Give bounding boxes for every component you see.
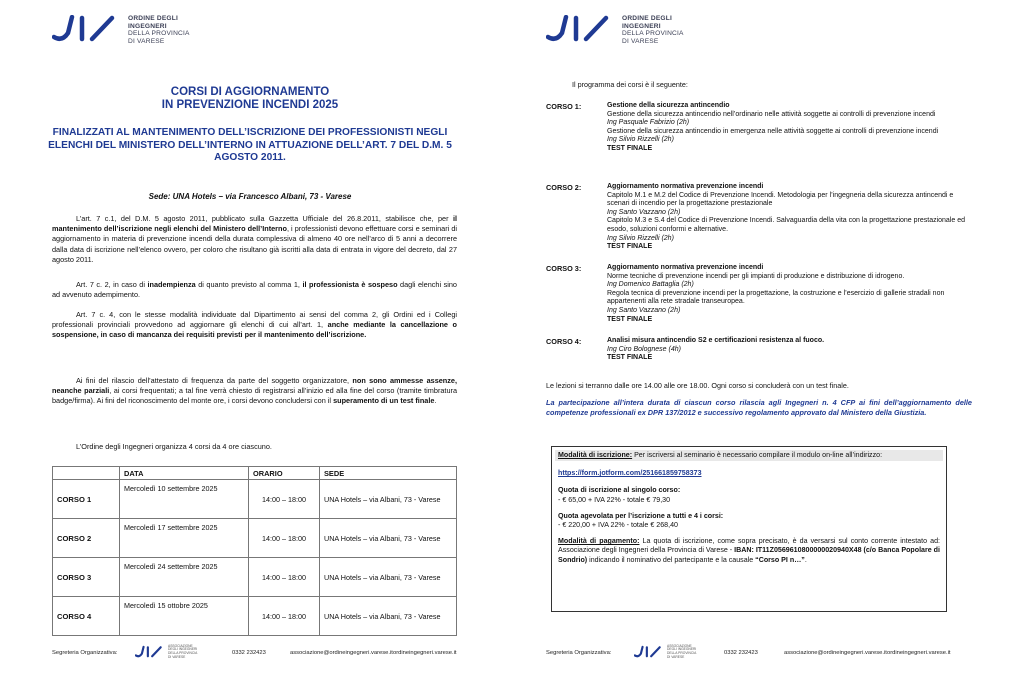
corso-2-speaker-2: Ing Silvio Rizzelli (2h) [607, 234, 674, 242]
corso-4-title: Analisi misura antincendio S2 e certificazioni resistenza al fuoco. [607, 337, 825, 344]
footer-phone: 0332 232423 [724, 650, 758, 656]
paragraph-art7-c1: L’art. 7 c.1, del D.M. 5 agosto 2011, pubblicato sulla Gazzetta Ufficiale del 26.8.2011, stabilisce che, per il mantenimento dell’iscrizione negli elenchi del Ministero dell’Interno, i professionisti devono effettuare corsi e seminari di aggiornamento in materia di prevenzione incendi della durata complessiva di almeno 40 ore nell’arco di 5 anni a decorrere dalla data di iscrizione nell’elenco ovvero, per coloro che risultano già iscritti alla data di entrata in vigore del decreto, dal 27 agosto 2011. [52, 214, 458, 264]
logo-line-1: ORDINE DEGLI [128, 15, 179, 22]
corso-1-label: CORSO 1: [546, 102, 582, 111]
programma-intro: Il programma dei corsi è il seguente: [572, 80, 688, 89]
corso-3-line-1: Norme tecniche di prevenzione incendi per gli impianti di produzione e distribuzione di idrogeno. [607, 272, 905, 280]
ordine-logo-icon [52, 15, 122, 43]
partecipazione-cfp: La partecipazione all’intera durata di ciascun corso rilascia agli Ingegneri n. 4 CFP ai fini dell’aggiornamento delle competenze professionali ex DPR 137/2012 e successivo regolamento approvato dal Ministero della Giustizia. [546, 398, 972, 417]
modalita-pagamento: Modalità di pagamento: La quota di iscrizione, come sopra precisato, è da versarsi sul conto corrente intestato ad: Associazione degli Ingegneri della Provincia di Varese - IBAN: IT11Z0569610800000020940X48 (c/o Banca Popolare di Sondrio) indicando il nominativo del partecipante e la causale “Corso PI n…”. [558, 537, 940, 564]
associazione-logo-icon [135, 644, 165, 660]
modalita-iscrizione: Modalità di iscrizione: Per iscriversi al seminario è necessario compilare il modulo on-line all’indirizzo: [555, 450, 943, 461]
ordine-logo [546, 15, 684, 45]
table-cell-sede: UNA Hotels – via Albani, 73 - Varese [320, 558, 457, 597]
footer-segreteria: Segreteria Organizzativa: [546, 650, 612, 656]
corso-2-speaker-1: Ing Santo Vazzano (2h) [607, 208, 681, 216]
table-cell-orario: 14:00 – 18:00 [249, 597, 320, 636]
paragraph-attestato: Ai fini del rilascio dell’attestato di frequenza da parte del soggetto organizzatore, non sono ammesse assenze, neanche parziali, ai corsi frequentati; a tal fine verrà chiesto di registrarsi all’inizio ed alla fine del corso (tramite timbratura badge/firma). Ai fini del riconoscimento del monte ore, i corsi devono concludersi con il superamento di un test finale. [52, 376, 458, 406]
corso-4-speaker-1: Ing Ciro Bolognese (4h) [607, 345, 681, 353]
corsi-table [52, 466, 457, 636]
table-cell-corso: CORSO 2 [53, 519, 120, 558]
corso-1-speaker-2: Ing Silvio Rizzelli (2h) [607, 136, 674, 144]
quota-agevolata-value: - € 220,00 + IVA 22% - totale € 268,40 [558, 521, 678, 530]
footer-website[interactable]: ordineingegneri.varese.it [393, 650, 457, 656]
footer-email[interactable]: associazione@ordineingegneri.varese.it [290, 650, 393, 656]
table-row [53, 597, 457, 636]
doc-subtitle-line-1: FINALIZZATI AL MANTENIMENTO DELL’ISCRIZIONE DEI PROFESSIONISTI NEGLI [52, 127, 448, 138]
logo-line-1: ORDINE DEGLI [622, 15, 673, 22]
table-header-empty [53, 467, 120, 480]
iscrizione-box [551, 446, 947, 612]
quota-singolo-value: - € 65,00 + IVA 22% - totale € 79,30 [558, 495, 671, 504]
corso-3-speaker-1: Ing Domenico Battaglia (2h) [607, 281, 694, 289]
paragraph-corsi-count: L’Ordine degli Ingegneri organizza 4 corsi da 4 ore ciascuno. [76, 442, 272, 451]
corso-2-line-1: Capitolo M.1 e M.2 del Codice di Prevenzione Incendi. Metodologia per l’ingegneria della sicurezza antincendi e scenari di incendio per la progettazione prestazionale [607, 191, 954, 208]
corso-2-title: Aggiornamento normativa prevenzione incendi [607, 183, 764, 190]
corso-3-block [607, 264, 972, 324]
corso-4-test: TEST FINALE [607, 354, 653, 362]
logo-line-4: DI VARESE [622, 37, 659, 45]
iscrizione-link[interactable]: https://form.jotform.com/251661859758373 [558, 469, 702, 478]
corso-1-line-1: Gestione della sicurezza antincendio nell’ordinario nelle attività soggette ai controlli di prevenzione incendi [607, 110, 936, 118]
corso-1-test: TEST FINALE [607, 144, 653, 152]
corso-1-block [607, 102, 972, 154]
page-gutter [500, 0, 524, 698]
doc-title-1: CORSI DI AGGIORNAMENTO [170, 86, 330, 98]
doc-subtitle-line-3: AGOSTO 2011. [214, 152, 286, 163]
document-page-1 [0, 0, 500, 698]
table-header-data: DATA [120, 467, 249, 480]
table-row [53, 519, 457, 558]
corso-1-line-2: Gestione della sicurezza antincendio in emergenza nelle attività soggette ai controlli di prevenzione incendi [607, 127, 939, 135]
ordine-logo-icon [546, 15, 616, 43]
ordine-logo [52, 15, 190, 45]
corso-1-title: Gestione della sicurezza antincendio [607, 102, 730, 109]
table-cell-corso: CORSO 3 [53, 558, 120, 597]
table-cell-data: Mercoledì 15 ottobre 2025 [120, 597, 249, 636]
table-header-orario: ORARIO [249, 467, 320, 480]
footer-website[interactable]: ordineingegneri.varese.it [887, 650, 951, 656]
table-header-row [53, 467, 457, 480]
associazione-logo-text: ASSOCIAZIONE DEGLI INGEGNERI DELLA PROVINCIA DI VARESE [667, 643, 697, 659]
corso-4-label: CORSO 4: [546, 337, 582, 346]
corso-2-test: TEST FINALE [607, 243, 653, 251]
footer-segreteria: Segreteria Organizzativa: [52, 650, 118, 656]
table-cell-sede: UNA Hotels – via Albani, 73 - Varese [320, 519, 457, 558]
footer-email[interactable]: associazione@ordineingegneri.varese.it [784, 650, 887, 656]
table-cell-corso: CORSO 4 [53, 597, 120, 636]
logo-line-2: INGEGNERI [128, 22, 167, 30]
ordine-logo-text [622, 15, 684, 45]
table-cell-orario: 14:00 – 18:00 [249, 558, 320, 597]
table-cell-orario: 14:00 – 18:00 [249, 480, 320, 519]
table-cell-corso: CORSO 1 [53, 480, 120, 519]
corso-3-label: CORSO 3: [546, 264, 582, 273]
logo-line-2: INGEGNERI [622, 22, 661, 30]
document-page-2 [524, 0, 1024, 698]
table-row [53, 558, 457, 597]
corso-2-block [607, 183, 972, 252]
doc-title-2: IN PREVENZIONE INCENDI 2025 [161, 99, 339, 111]
table-cell-sede: UNA Hotels – via Albani, 73 - Varese [320, 597, 457, 636]
footer-phone: 0332 232423 [232, 650, 266, 656]
doc-subtitle-line-2: ELENCHI DEL MINISTERO DELL’INTERNO IN ATTUAZIONE DELL’ART. 7 DEL D.M. 5 [48, 139, 452, 151]
logo-line-3: DELLA PROVINCIA [128, 30, 190, 38]
paragraph-art7-c4: Art. 7 c. 4, con le stesse modalità individuate dal Dipartimento ai sensi del comma 2, gli Ordini ed i Collegi professionali provinciali provvedono ad aggiornare gli elenchi di cui all’art. 1, anche mediante la cancellazione o sospensione, in caso di mancanza dei requisiti previsti per il mantenimento dell’iscrizione. [52, 310, 457, 340]
sede-line: Sede: UNA Hotels – via Francesco Albani, 73 - Varese [148, 192, 352, 201]
ordine-logo-text [128, 15, 190, 45]
table-row [53, 480, 457, 519]
table-header-sede: SEDE [320, 467, 457, 480]
table-cell-data: Mercoledì 17 settembre 2025 [120, 519, 249, 558]
table-cell-data: Mercoledì 24 settembre 2025 [120, 558, 249, 597]
quota-agevolata-label: Quota agevolata per l’iscrizione a tutti e 4 i corsi: [558, 511, 724, 520]
associazione-logo [135, 644, 197, 660]
corso-3-title: Aggiornamento normativa prevenzione incendi [607, 264, 764, 271]
table-cell-data: Mercoledì 10 settembre 2025 [120, 480, 249, 519]
quota-singolo-label: Quota di iscrizione al singolo corso: [558, 486, 681, 495]
corso-3-line-2: Regola tecnica di prevenzione incendi per la progettazione, la costruzione e l’esercizio di gallerie stradali non appartenenti alla rete stradale transeuropea. [607, 289, 945, 306]
associazione-logo-text: ASSOCIAZIONE DEGLI INGEGNERI DELLA PROVINCIA DI VARESE [168, 643, 198, 659]
orari-lezioni: Le lezioni si terranno dalle ore 14.00 alle ore 18.00. Ogni corso si concluderà con un test finale. [546, 381, 849, 390]
corso-3-test: TEST FINALE [607, 315, 653, 323]
paragraph-art7-c2: Art. 7 c. 2, in caso di inadempienza di quanto previsto al comma 1, il professionista è sospeso dagli elenchi sino ad avvenuto adempimento. [52, 280, 457, 300]
logo-line-4: DI VARESE [128, 37, 165, 45]
table-cell-sede: UNA Hotels – via Albani, 73 - Varese [320, 480, 457, 519]
logo-line-3: DELLA PROVINCIA [622, 30, 684, 38]
corso-2-line-2: Capitolo M.3 e S.4 del Codice di Prevenzione Incendi. Salvaguardia della vita con la progettazione prestazionale ed esodo, soluzioni conformi e alternative. [607, 217, 966, 233]
corso-3-speaker-2: Ing Santo Vazzano (2h) [607, 306, 681, 314]
doc-subtitle [40, 127, 460, 165]
table-cell-orario: 14:00 – 18:00 [249, 519, 320, 558]
corso-1-speaker-1: Ing Pasquale Fabrizio (2h) [607, 119, 690, 127]
corso-4-block [607, 337, 972, 363]
associazione-logo [634, 644, 696, 660]
corso-2-label: CORSO 2: [546, 183, 582, 192]
associazione-logo-icon [634, 644, 664, 660]
